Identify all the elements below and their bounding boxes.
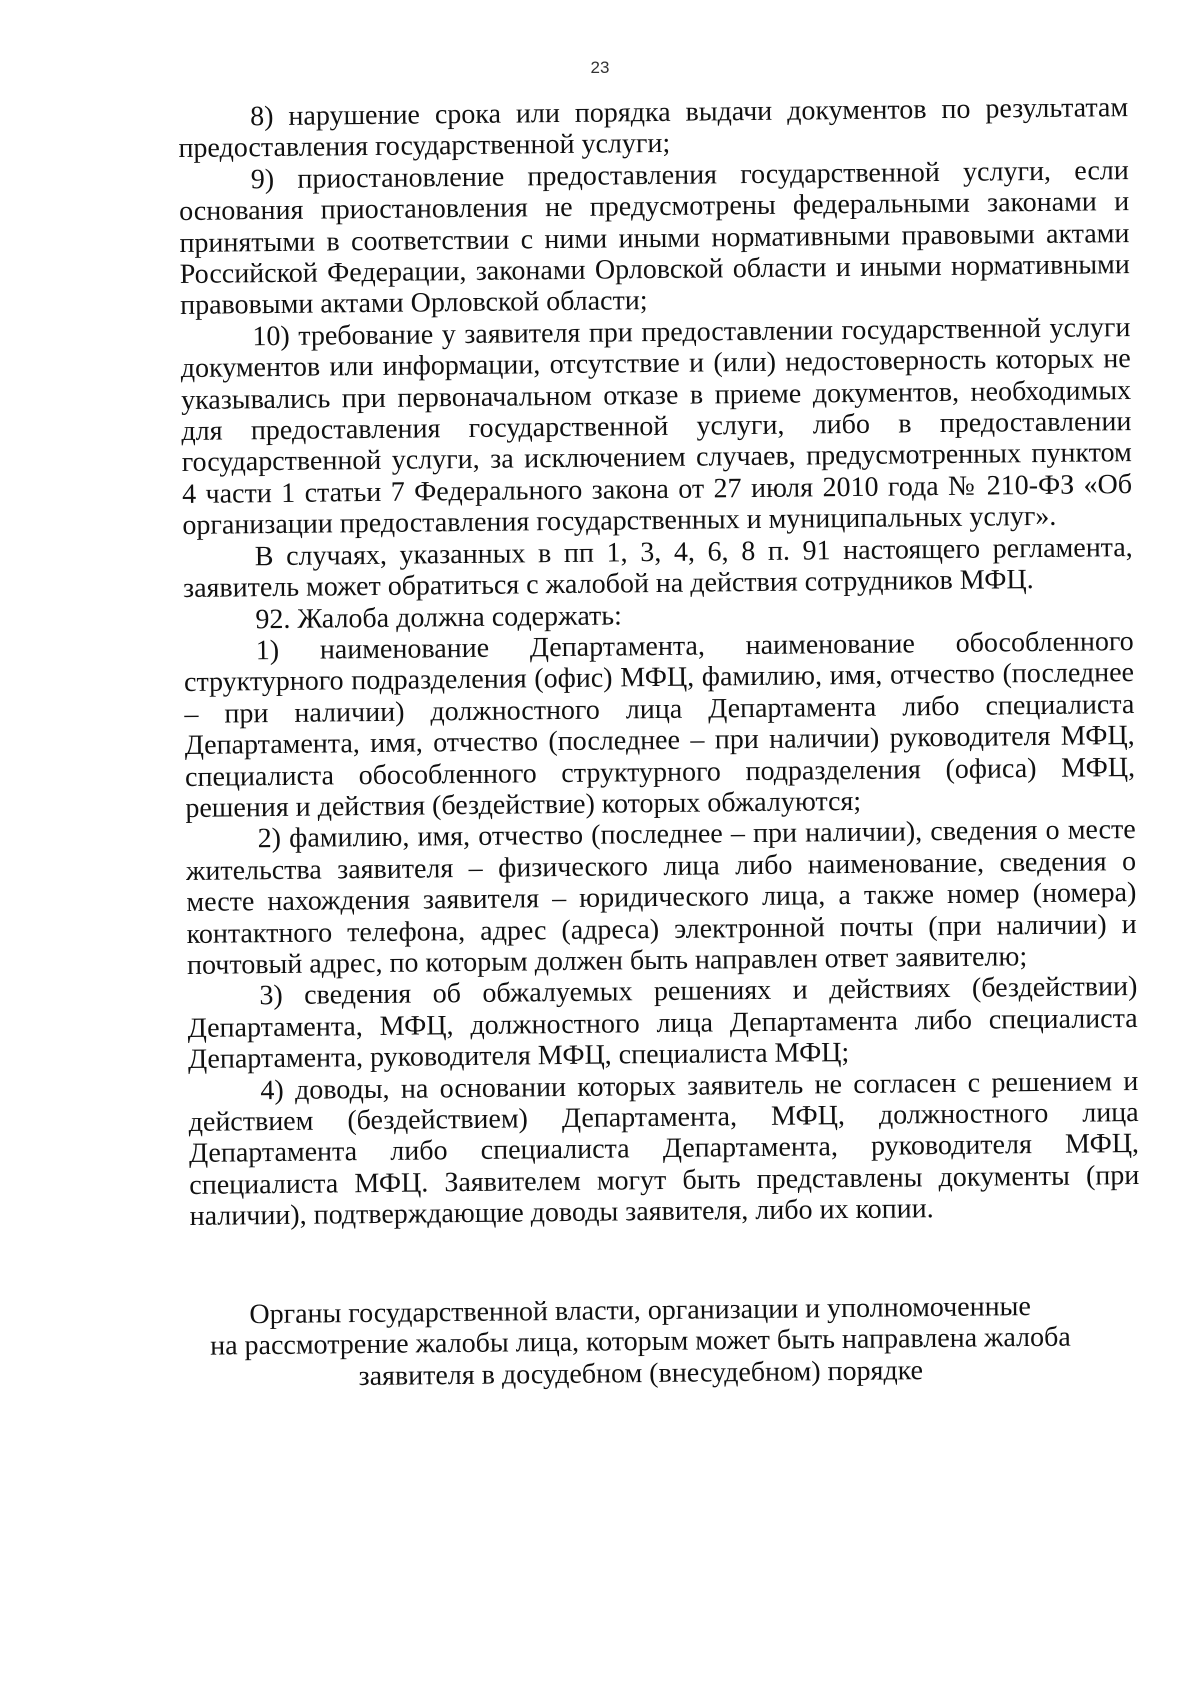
section-heading — [170, 1290, 1111, 1394]
paragraph-mfc-note: В случаях, указанных в пп 1, 3, 4, 6, 8 п. 91 настоящего регламента, заявитель может обратиться с жалобой на действия сотрудников МФЦ. — [182, 531, 1133, 605]
paragraph-item-9: 9) приостановление предоставления государственной услуги, если основания приостановления не предусмотрены федеральными законами и принятыми в соответствии с ними иными нормативными правовыми актами Российской Федерации, законами Орловской области и иными нормативными правовыми актами Орловской области; — [178, 154, 1130, 322]
paragraph-section-92: 92. Жалоба должна содержать: — [255, 599, 623, 635]
document-body — [178, 92, 1140, 1233]
paragraph-92-item-4: 4) доводы, на основании которых заявитель не согласен с решением и действием (бездействием) Департамента, МФЦ, должностного лица Департамента либо специалиста Департамента, руководителя МФЦ, специалиста МФЦ. Заявителем могут быть представлены документы (при наличии), подтверждающие доводы заявителя, либо их копии. — [188, 1065, 1140, 1233]
heading-line: на рассмотрение жалобы лица, которым может быть направлена жалоба — [210, 1321, 1071, 1362]
paragraph-item-8: 8) нарушение срока или порядка выдачи документов по результатам предоставления государственной услуги; — [178, 92, 1129, 165]
paragraph-92-item-3: 3) сведения об обжалуемых решениях и действиях (бездействии) Департамента, МФЦ, должностного лица Департамента либо специалиста Департамента, руководителя МФЦ, специалиста МФЦ; — [187, 971, 1138, 1076]
heading-line: заявителя в досудебном (внесудебном) порядке — [358, 1354, 924, 1392]
paragraph-item-10: 10) требование у заявителя при предоставлении государственной услуги документов или информации, отсутствие и (или) недостоверность которых не указывались при первоначальном отказе в приеме документов, необходимых для предоставления государственной услуги, либо в предоставлении государственной услуги, за исключением случаев, предусмотренных пунктом 4 части 1 статьи 7 Федерального закона от 27 июля 2010 года № 210-ФЗ «Об организации предоставления государственных и муниципальных услуг». — [180, 311, 1133, 542]
paragraph-92-item-2: 2) фамилию, имя, отчество (последнее – при наличии), сведения о месте жительства заявителя – физического лица либо наименование, сведения о месте нахождения заявителя – юридического лица, а также номер (номера) контактного телефона, адрес (адреса) электронной почты (при наличии) и почтовый адрес, по которым должен быть направлен ответ заявителю; — [185, 814, 1137, 981]
page-number: 23 — [590, 58, 610, 77]
heading-line: Органы государственной власти, организации и уполномоченные — [249, 1290, 1031, 1331]
paragraph-92-item-1: 1) наименование Департамента, наименование обособленного структурного подразделения (офис) МФЦ, фамилию, имя, отчество (последнее – при наличии) должностного лица Департамента либо специалиста Департамента, имя, отчество (последнее – при наличии) руководителя МФЦ, специалиста обособленного структурного подразделения (офиса) МФЦ, решения и действия (бездействие) которых обжалуются; — [183, 625, 1136, 824]
